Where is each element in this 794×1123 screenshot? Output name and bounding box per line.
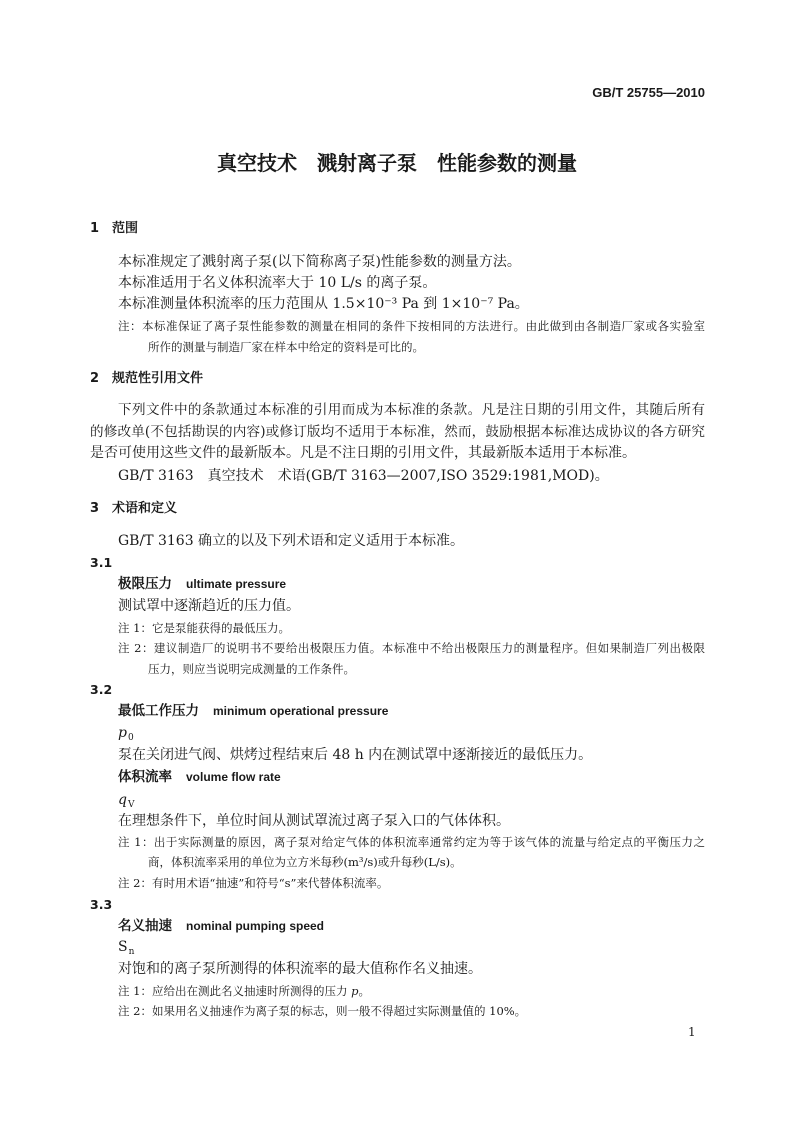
document-title: 真空技术 溅射离子泵 性能参数的测量 xyxy=(217,151,577,175)
term-english: ultimate pressure xyxy=(186,577,287,591)
page-number: 1 xyxy=(688,1025,696,1039)
section-title: 范围 xyxy=(112,221,139,236)
note-variable: p xyxy=(351,984,359,998)
paragraph-line: 本标准规定了溅射离子泵(以下简称离子泵)性能参数的测量方法。 xyxy=(118,254,521,270)
term-symbol xyxy=(118,790,134,812)
symbol-base: S xyxy=(118,939,128,955)
section-title: 术语和定义 xyxy=(112,501,178,516)
note-line: 注 2：有时用术语“抽速”和符号“s”来代替体积流率。 xyxy=(118,876,389,890)
term-definition: 对饱和的离子泵所测得的体积流率的最大值称作名义抽速。 xyxy=(118,961,482,977)
paragraph-line: 是否可使用这些文件的最新版本。凡是不注日期的引用文件，其最新版本适用于本标准。 xyxy=(90,445,636,461)
paragraph-line: 本标准适用于名义体积流率大于 10 L/s 的离子泵。 xyxy=(118,275,437,291)
term-chinese: 最低工作压力 xyxy=(118,703,199,719)
term-english: minimum operational pressure xyxy=(213,704,389,718)
term-heading xyxy=(118,575,286,593)
note-line: 商，体积流率采用的单位为立方米每秒(m³/s)或升每秒(L/s)。 xyxy=(148,855,462,869)
section-title: 规范性引用文件 xyxy=(112,371,204,386)
clause-number-3-1: 3.1 xyxy=(90,555,113,570)
symbol-subscript: n xyxy=(128,947,135,957)
note-line: 注 1：出于实际测量的原因，离子泵对给定气体的体积流率通常约定为等于该气体的流量与给定点的平衡压力之 xyxy=(118,835,705,849)
symbol-subscript: 0 xyxy=(127,733,134,743)
term-chinese: 体积流率 xyxy=(118,769,172,785)
section-2-heading xyxy=(90,370,203,388)
note-line xyxy=(118,983,370,999)
symbol-base: p xyxy=(118,725,127,741)
normative-reference: GB/T 3163 真空技术 术语(GB/T 3163—2007,ISO 3529:1981,MOD)。 xyxy=(118,468,609,484)
term-heading xyxy=(118,768,281,786)
note-line: 注 2：建议制造厂的说明书不要给出极限压力值。本标准中不给出极限压力的测量程序。但如果制造厂列出极限 xyxy=(118,641,705,655)
term-heading xyxy=(118,702,388,720)
term-chinese: 极限压力 xyxy=(118,576,172,592)
term-definition: 在理想条件下，单位时间从测试罩流过离子泵入口的气体体积。 xyxy=(118,813,510,829)
note-line: 注 2：如果用名义抽速作为离子泵的标志，则一般不得超过实际测量值的 10%。 xyxy=(118,1004,527,1018)
note-line: 所作的测量与制造厂家在样本中给定的资料是可比的。 xyxy=(148,340,424,354)
term-english: volume flow rate xyxy=(186,770,281,784)
section-number: 1 xyxy=(90,221,100,236)
term-chinese: 名义抽速 xyxy=(118,918,172,934)
note-text: 注 1：应给出在测此名义抽速时所测得的压力 xyxy=(118,984,352,998)
paragraph-line: 下列文件中的条款通过本标准的引用而成为本标准的条款。凡是注日期的引用文件，其随后所有 xyxy=(118,402,705,418)
note-line: 注 1：它是泵能获得的最低压力。 xyxy=(118,621,290,635)
paragraph-line: 的修改单(不包括勘误的内容)或修订版均不适用于本标准，然而，鼓励根据本标准达成协议的各方研究 xyxy=(90,424,705,440)
standard-code: GB/T 25755—2010 xyxy=(592,85,705,100)
clause-number-3-2: 3.2 xyxy=(90,682,113,697)
section-3-heading xyxy=(90,500,177,518)
term-heading xyxy=(118,917,324,935)
section-number: 2 xyxy=(90,371,100,386)
term-english: nominal pumping speed xyxy=(186,919,325,933)
note-line: 压力，则应当说明完成测量的工作条件。 xyxy=(148,662,355,676)
section-1-heading xyxy=(90,220,138,238)
clause-number-3-3: 3.3 xyxy=(90,897,113,912)
note-text: 。 xyxy=(358,984,371,998)
section-number: 3 xyxy=(90,501,100,516)
symbol-base: q xyxy=(118,792,127,808)
paragraph-line: GB/T 3163 确立的以及下列术语和定义适用于本标准。 xyxy=(118,533,465,549)
term-definition: 泵在关闭进气阀、烘烤过程结束后 48 h 内在测试罩中逐渐接近的最低压力。 xyxy=(118,747,593,763)
symbol-subscript: V xyxy=(127,800,135,810)
note-line: 注：本标准保证了离子泵性能参数的测量在相同的条件下按相同的方法进行。由此做到由各制造厂家或各实验室 xyxy=(118,319,705,333)
paragraph-line: 本标准测量体积流率的压力范围从 1.5×10⁻³ Pa 到 1×10⁻⁷ Pa。 xyxy=(118,296,529,312)
term-definition: 测试罩中逐渐趋近的压力值。 xyxy=(118,598,300,614)
term-symbol xyxy=(118,723,134,745)
term-symbol xyxy=(118,937,134,959)
